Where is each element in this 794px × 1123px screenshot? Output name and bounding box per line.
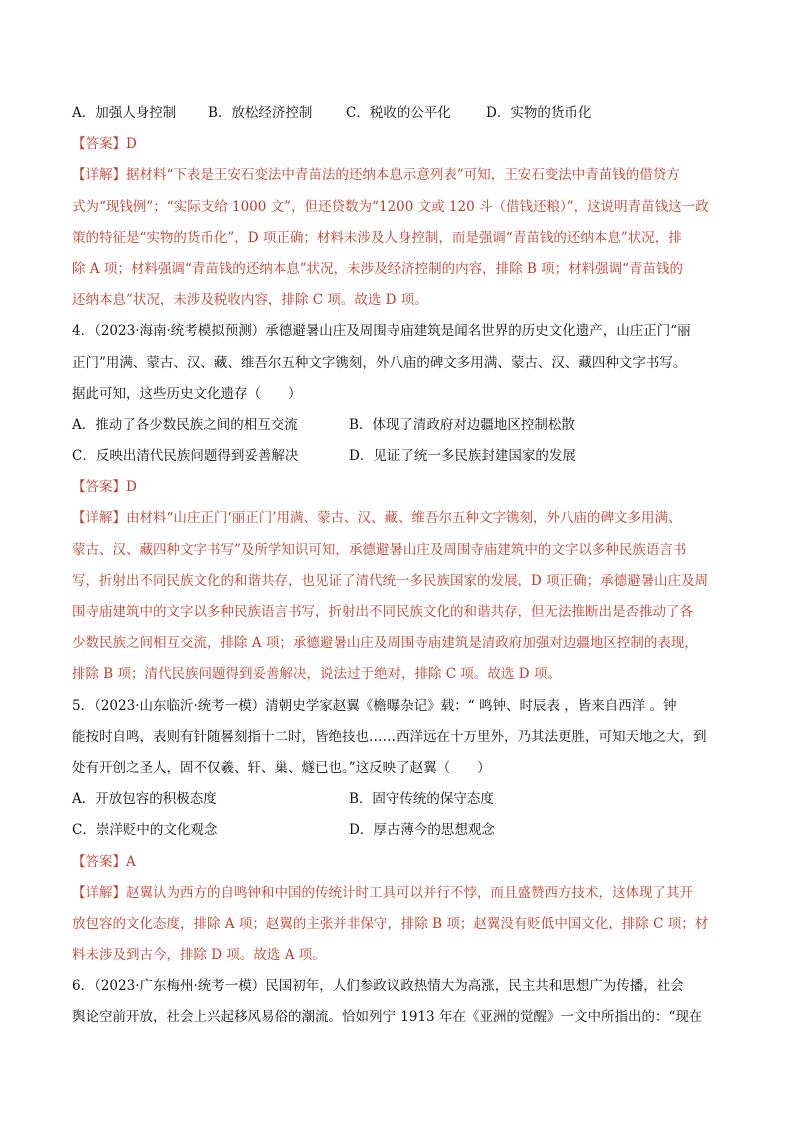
q5-answer: [72, 847, 722, 878]
q4-detail-line: 少数民族之间相互交流，排除 A 项；承德避暑山庄及周围寺庙建筑是清政府加强对边疆地区控制的表现，: [72, 635, 698, 652]
q6-stem-line: 舆论空前开放，社会上兴起移风易俗的潮流。恰如列宁 1913 年在《亚洲的觉醒》一文中所指出的：“现在: [72, 1009, 703, 1026]
q4-detail-line: 蒙古、汉、藏四种文字书写”及所学知识可知，承德避暑山庄及周围寺庙建筑中的文字以多种民族语言书: [72, 541, 687, 558]
option-c: C．崇洋贬中的文化观念: [72, 822, 218, 839]
q4-options-row: [72, 410, 722, 441]
q5-stem-line: 5．（2023·山东临沂·统考一模）清朝史学家赵翼《檐曝杂记》载：“ 鸣钟、时辰表 ，皆来自西洋 。钟: [72, 697, 677, 714]
answer-value: A: [126, 853, 136, 870]
document-page: [72, 98, 722, 1034]
option-b: B．放松经济控制: [208, 105, 313, 121]
q3-options: [72, 98, 722, 129]
q4-detail-line: 排除 B 项；清代民族问题得到妥善解决，说法过于绝对，排除 C 项。故选 D 项。: [72, 666, 561, 683]
option-b: B．体现了清政府对边疆地区控制松散: [349, 416, 575, 433]
q4-stem-line: 4．（2023·海南·统考模拟预测）承德避暑山庄及周围寺庙建筑是闻名世界的历史文化遗产，山庄正门“丽: [72, 323, 691, 340]
q3-detail-line: 【详解】据材料“下表是王安石变法中青苗法的还纳本息示意列表”可知，王安石变法中青苗钱的借贷方: [72, 167, 680, 184]
q5-detail-line: 放包容的文化态度，排除 A 项；赵翼的主张并非保守，排除 B 项；赵翼没有贬低中国文化，排除 C 项；材: [72, 915, 709, 932]
q4-detail-line: 围寺庙建筑中的文字以多种民族语言书写，折射出不同民族文化的和谐共存，但无法推断出是否推动了各: [72, 604, 693, 620]
option-d: D．实物的货币化: [486, 105, 592, 121]
q3-detail-line: 还纳本息”状况，未涉及税收内容，排除 C 项。故选 D 项。: [72, 292, 428, 309]
answer-label: 【答案】: [72, 479, 126, 496]
answer-label: 【答案】: [72, 853, 126, 870]
q6-stem-line: 6．（2023·广东梅州·统考一模）民国初年，人们参政议政热情大为高涨，民主共和思想广为传播，社会: [72, 978, 684, 995]
q3-answer: [72, 129, 722, 160]
detail-label: 【详解】: [72, 510, 126, 527]
option-d: D．见证了统一多民族封建国家的发展: [349, 448, 576, 465]
q4-options-row: [72, 441, 722, 472]
option-d: D．厚古薄今的思想观念: [349, 822, 495, 839]
q3-detail-line: 除 A 项；材料强调“青苗钱的还纳本息”状况，未涉及经济控制的内容，排除 B 项；材料强调“青苗钱的: [72, 260, 684, 277]
q3-detail-line: 式为“现钱例”；“实际支给 1000 文”，但还贷数为“1200 文或 120 斗（借钱还粮）”，这说明青苗钱这一政: [72, 198, 709, 215]
option-b: B．固守传统的保守态度: [349, 791, 494, 808]
q4-detail-line: 【详解】由材料“山庄正门‘丽正门’用满、蒙古、汉、藏、维吾尔五种文字镌刻，外八庙的碑文多用满、: [72, 510, 682, 527]
q3-detail-line: 策的特征是“实物的货币化”，D 项正确；材料未涉及人身控制，而是强调“青苗钱的还纳本息”状况，排: [72, 229, 682, 246]
q5-stem-line: 能按时自鸣，表则有针随晷刻指十二时，皆绝技也……西洋远在十万里外，乃其法更胜，可知天地之大，到: [72, 728, 707, 745]
answer-value: D: [126, 136, 137, 153]
answer-label: 【答案】: [72, 136, 126, 153]
q5-detail-line: 【详解】赵翼认为西方的自鸣钟和中国的传统计时工具可以并行不悖，而且盛赞西方技术，这体现了其开: [72, 884, 693, 901]
option-a: A．加强人身控制: [72, 105, 177, 121]
option-c: C．反映出清代民族问题得到妥善解决: [72, 448, 299, 465]
q4-stem-line: 正门”用满、蒙古、汉、藏、维吾尔五种文字镌刻，外八庙的碑文多用满、蒙古、汉、藏四种文字书写。: [72, 354, 687, 371]
q5-stem-line: 处有开创之圣人，固不仅羲、轩、巢、燧已也。”这反映了赵翼（ ）: [72, 759, 491, 776]
q4-detail-line: 写，折射出不同民族文化的和谐共存，也见证了清代统一多民族国家的发展，D 项正确；承德避暑山庄及周: [72, 572, 709, 589]
answer-value: D: [126, 479, 137, 496]
q4-stem-line: 据此可知，这些历史文化遗存（ ）: [72, 385, 302, 402]
option-c: C．税收的公平化: [346, 105, 451, 121]
q5-detail-line: 料未涉及到古今，排除 D 项。故选 A 项。: [72, 947, 326, 964]
q5-options-row: [72, 784, 722, 815]
detail-label: 【详解】: [72, 884, 126, 901]
q4-answer: [72, 472, 722, 503]
option-a: A．推动了各少数民族之间的相互交流: [72, 416, 298, 433]
q5-options-row: [72, 815, 722, 846]
detail-label: 【详解】: [72, 167, 126, 184]
option-a: A．开放包容的积极态度: [72, 791, 217, 808]
